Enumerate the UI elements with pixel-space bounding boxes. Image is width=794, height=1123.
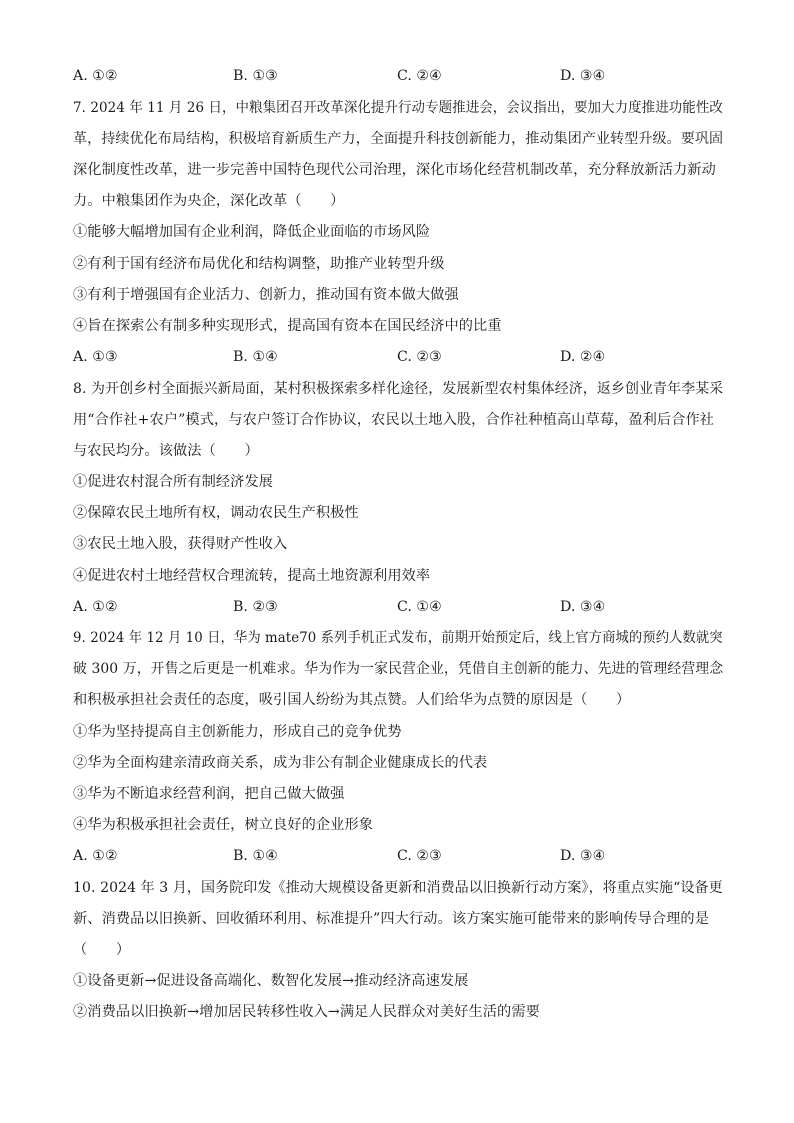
q6-option-a[interactable]: A. ①② (73, 68, 118, 84)
q9-statement-3: ③华为不断追求经营利润，把自己做大做强 (73, 786, 345, 802)
q9-statement-2: ②华为全面构建亲清政商关系，成为非公有制企业健康成长的代表 (73, 755, 488, 771)
q7-options (73, 347, 633, 367)
q8-option-c[interactable]: C. ①④ (397, 599, 442, 615)
q7-option-a[interactable]: A. ①③ (73, 349, 118, 365)
q8-option-a[interactable]: A. ①② (73, 599, 118, 615)
q7-stem-line: 革，持续优化布局结构，积极培育新质生产力，全面提升科技创新能力，推动集团产业转型升级。要巩固 (73, 131, 724, 147)
q7-statement-2: ②有利于国有经济布局优化和结构调整，助推产业转型升级 (73, 256, 445, 272)
q7-statement-1: ①能够大幅增加国有企业利润，降低企业面临的市场风险 (73, 224, 431, 240)
q10-statement-1: ①设备更新→促进设备高端化、数智化发展→推动经济高速发展 (73, 973, 469, 989)
q10-stem-line: （ ） (73, 942, 131, 958)
q8-statement-3: ③农民土地入股，获得财产性收入 (73, 536, 288, 552)
q6-option-c[interactable]: C. ②④ (397, 68, 442, 84)
q9-statement-1: ①华为坚持提高自主创新能力，形成自己的竞争优势 (73, 724, 402, 740)
q7-statement-4: ④旨在探索公有制多种实现形式，提高国有资本在国民经济中的比重 (73, 318, 502, 334)
q8-option-d[interactable]: D. ③④ (560, 599, 606, 615)
q9-stem-line: 破 300 万，开售之后更是一机难求。华为作为一家民营企业，凭借自主创新的能力、先进的管理经营理念 (73, 661, 724, 677)
q8-option-b[interactable]: B. ②③ (233, 599, 278, 615)
q8-stem-line: 与农民均分。该做法（ ） (73, 443, 259, 459)
q9-stem-line: 9. 2024 年 12 月 10 日，华为 mate70 系列手机正式发布，前期开始预定后，线上官方商城的预约人数就突 (73, 630, 723, 646)
q10-stem-line: 新、消费品以旧换新、回收循环利用、标准提升”四大行动。该方案实施可能带来的影响传导合理的是 (73, 911, 710, 927)
q10-statement-2: ②消费品以旧换新→增加居民转移性收入→满足人民群众对美好生活的需要 (73, 1004, 540, 1020)
q8-stem-line: 用“合作社+农户”模式，与农户签订合作协议，农民以土地入股，合作社种植高山草莓，盈利后合作社 (73, 412, 715, 428)
q8-statement-2: ②保障农民土地所有权，调动农民生产积极性 (73, 505, 359, 521)
q8-statement-4: ④促进农村土地经营权合理流转，提高土地资源利用效率 (73, 568, 431, 584)
q9-options (73, 846, 633, 866)
q6-option-b[interactable]: B. ①③ (233, 68, 278, 84)
q8-options (73, 597, 633, 617)
q9-statement-4: ④华为积极承担社会责任，树立良好的企业形象 (73, 817, 374, 833)
q6-option-d[interactable]: D. ③④ (560, 68, 606, 84)
q7-stem-line: 力。中粮集团作为央企，深化改革（ ） (73, 193, 345, 209)
q10-stem-line: 10. 2024 年 3 月，国务院印发《推动大规模设备更新和消费品以旧换新行动方案》，将重点实施“设备更 (73, 880, 723, 896)
q7-option-b[interactable]: B. ①④ (233, 349, 278, 365)
q7-stem-line: 7. 2024 年 11 月 26 日，中粮集团召开改革深化提升行动专题推进会，会议指出，要加大力度推进功能性改 (73, 100, 723, 116)
q7-statement-3: ③有利于增强国有企业活力、创新力，推动国有资本做大做强 (73, 287, 459, 303)
q9-option-c[interactable]: C. ②③ (397, 848, 442, 864)
q6-options (73, 66, 633, 86)
q9-option-a[interactable]: A. ①② (73, 848, 118, 864)
q8-statement-1: ①促进农村混合所有制经济发展 (73, 474, 274, 490)
q7-option-c[interactable]: C. ②③ (397, 349, 442, 365)
q9-option-b[interactable]: B. ①④ (233, 848, 278, 864)
q9-option-d[interactable]: D. ③④ (560, 848, 606, 864)
q7-option-d[interactable]: D. ②④ (560, 349, 606, 365)
q7-stem-line: 深化制度性改革，进一步完善中国特色现代公司治理，深化市场化经营机制改革，充分释放新活力新动 (73, 162, 716, 178)
q8-stem-line: 8. 为开创乡村全面振兴新局面，某村积极探索多样化途径，发展新型农村集体经济，返乡创业青年李某采 (73, 381, 724, 397)
q9-stem-line: 和积极承担社会责任的态度，吸引国人纷纷为其点赞。人们给华为点赞的原因是（ ） (73, 692, 631, 708)
